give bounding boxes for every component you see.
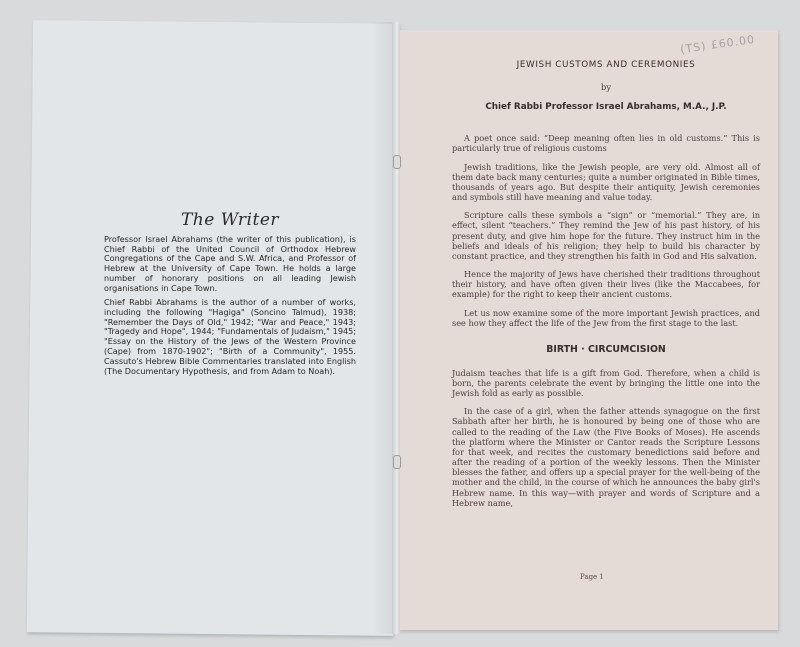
article-paragraph: Jewish traditions, like the Jewish people, are very old. Almost all of them date back many centuries; quite a number originated in Bible times, thousands of years ago. But despite their antiquity, Jewish ceremonies and symbols still have meaning and value today. (452, 161, 760, 203)
article-paragraph: Scripture calls these symbols a “sign” or “memorial.” They are, in effect, silent “teachers.” They remind the Jew of his past history, of his present duty, and give him hope for the future. They instruct him in the beliefs and ideals of his religion; they help to build his character by constant practice, and they strengthen his faith in God and His salvation. (452, 210, 760, 261)
pencil-price-note: (TS) £60.00 (679, 32, 756, 57)
article-byline: by (600, 81, 612, 92)
section-heading: BIRTH · CIRCUMCISION (546, 343, 666, 355)
article-paragraph: Let us now examine some of the more important Jewish practices, and see how they affect the life of the Jew from the first stage to the last. (452, 307, 760, 328)
writer-bio (104, 210, 356, 381)
staple-icon (393, 155, 401, 169)
article-paragraph: A poet once said: “Deep meaning often lies in old customs.” This is particularly true of religious customs (452, 133, 760, 154)
booklet-spine (392, 22, 400, 634)
intro-section (452, 133, 760, 328)
page-number: Page 1 (580, 573, 604, 581)
article-title: JEWISH CUSTOMS AND CEREMONIES (516, 60, 696, 70)
staple-icon (393, 455, 401, 469)
writer-paragraph: Chief Rabbi Abrahams is the author of a number of works, including the following "Hagiga" (Soncino Talmud), 1938; "Remember the Days of Old," 1942; "War and Peace," 1943; "Tragedy and Hope", 1944; "Fundamentals of Judaism," 1945; "Essay on the History of the Jews of the Western Province (Cape) from 1870-1902"; "Birth of a Community", 1955. Cassuto's Hebrew Bible Commentaries translated into English (The Documentary Hypothesis, and from Adam to Noah). (104, 296, 356, 376)
article-paragraph: Judaism teaches that life is a gift from God. Therefore, when a child is born, the parents celebrate the event by bringing the little one into the Jewish fold as early as possible. (452, 367, 760, 398)
article-author: Chief Rabbi Professor Israel Abrahams, M.A., J.P. (485, 102, 727, 113)
birth-section (452, 368, 760, 508)
article-paragraph: Hence the majority of Jews have cherished their traditions throughout their history, and have often given their lives (like the Maccabees, for example) for the right to keep their ancient customs. (452, 269, 760, 300)
article-paragraph: In the case of a girl, when the father attends synagogue on the first Sabbath after her birth, he is honoured by being one of those who are called to the reading of the Law (the Five Books of Moses). He ascends the platform where the Minister or Cantor reads the Scripture Lessons for that week, and recites the customary benedictions said before and after the reading of a portion of the weekly lessons. Then the Minister blesses the father, and offers up a special prayer for the well-being of the mother and the child, in the course of which he announces the baby girl's Hebrew name. In this way—with prayer and words of Scripture and a Hebrew name, (452, 406, 760, 508)
article (452, 60, 760, 516)
writer-paragraph: Professor Israel Abrahams (the writer of this publication), is Chief Rabbi of the United Council of Orthodox Hebrew Congregations of the Cape and S.W. Africa, and Professor of Hebrew at the University of Cape Town. He holds a large number of honorary positions on all leading Jewish organisations in Cape Town. (104, 233, 356, 294)
writer-heading: The Writer (180, 210, 280, 230)
